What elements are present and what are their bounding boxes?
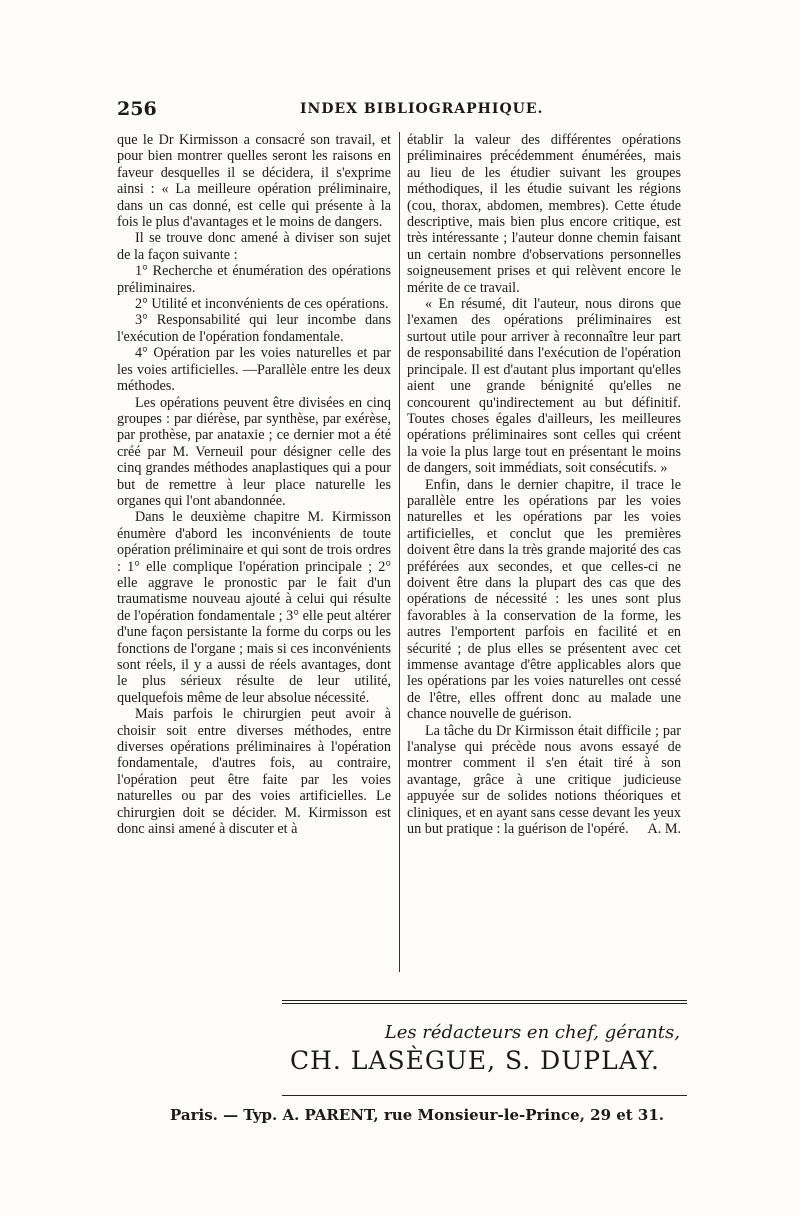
paragraph: Les opérations peuvent être divisées en cinq groupes : par diérèse, par synthèse, par exérèse, par prothèse, par anataxie ; ce dernier mot a été créé par M. Verneuil pour désigner celle des cinq grandes méthodes anaplastiques qui a pour but de remettre à leur place naturelle les organes qui l'ont abandonnée. bbox=[117, 394, 391, 509]
page-header bbox=[117, 98, 687, 122]
signature: A. M. bbox=[647, 821, 681, 838]
editors-label: Les rédacteurs en chef, gérants, bbox=[384, 1022, 680, 1043]
imprint-line: Paris. — Typ. A. PARENT, rue Monsieur-le-Prince, 29 et 31. bbox=[170, 1106, 665, 1124]
paragraph: Dans le deuxième chapitre M. Kirmisson énumère d'abord les inconvénients de toute opération préliminaire et qui sont de trois ordres : 1° elle complique l'opération principale ; 2° elle aggrave le pronostic par le fait d'un traumatisme nouveau ajouté à celui qui résulte de l'opération fondamentale ; 3° elle peut altérer d'une façon persistante la forme du corps ou les fonctions de l'organe ; mais si ces inconvénients sont réels, il y a aussi de réels avantages, dont le plus sérieux résulte de leur utilité, quelquefois même de leur absolue nécessité. bbox=[117, 509, 391, 706]
paragraph: établir la valeur des différentes opérations préliminaires précédemment énumérées, mais au lieu de les étudier suivant les groupes méthodiques, il les étudie suivant les régions (cou, thorax, abdomen, membres). Cette étude descriptive, mais bien plus encore critique, est très intéressante ; l'auteur donne chemin faisant un certain nombre d'observations personnelles soigneusement prises et qui relèvent encore le mérite de ce travail. bbox=[407, 132, 681, 296]
column-divider bbox=[399, 132, 400, 972]
divider-rule bbox=[282, 1003, 687, 1004]
paragraph: que le Dr Kirmisson a consacré son travail, et pour bien montrer quelles seront les raisons en faveur desquelles il se décidera, il s'exprime ainsi : « La meilleure opération préliminaire, dans un cas donné, est celle qui présente à la fois le plus d'avantages et le moins de dangers. bbox=[117, 132, 391, 231]
list-item: 2° Utilité et inconvénients de ces opérations. bbox=[135, 296, 389, 313]
list-item: 3° Responsabilité qui leur incombe dans l'exécution de l'opération fondamentale. bbox=[117, 312, 391, 345]
paragraph: Il se trouve donc amené à diviser son sujet de la façon suivante : bbox=[117, 230, 391, 263]
editors-names: CH. LASÈGUE, S. DUPLAY. bbox=[290, 1046, 660, 1075]
left-column bbox=[117, 132, 391, 837]
divider-rule bbox=[282, 1095, 687, 1096]
paragraph-with-signature bbox=[407, 723, 681, 838]
list-item: 4° Opération par les voies naturelles et par les voies artificielles. —Parallèle entre les deux méthodes. bbox=[117, 345, 391, 395]
page-number: 256 bbox=[117, 98, 157, 120]
list-item: 1° Recherche et énumération des opérations préliminaires. bbox=[117, 263, 391, 296]
running-head: INDEX BIBLIOGRAPHIQUE. bbox=[300, 101, 544, 117]
paragraph: La tâche du Dr Kirmisson était difficile ; par l'analyse qui précède nous avons essayé de montrer comment il s'en était tiré à son avantage, grâce à une critique judicieuse appuyée sur de solides notions théoriques et cliniques, et en ayant sans cesse devant les yeux un but pratique : la guérison de l'opéré. bbox=[407, 722, 681, 838]
paragraph: Mais parfois le chirurgien peut avoir à choisir soit entre diverses méthodes, entre diverses opérations préliminaires à l'opération fondamentale, d'autres fois, au contraire, l'opération peut être faite par les voies naturelles ou par des voies artificielles. Le chirurgien doit se décider. M. Kirmisson est donc ainsi amené à discuter et à bbox=[117, 706, 391, 838]
paragraph: « En résumé, dit l'auteur, nous dirons que l'examen des opérations préliminaires est surtout utile pour arriver à reconnaître leur part de responsabilité dans l'exécution de l'opération principale. Il est d'autant plus important qu'elles aient une grande bénignité qu'elles ne concourent qu'indirectement au but définitif. Toutes choses égales d'ailleurs, les meilleures opérations préliminaires sont celles qui créent la voie la plus large tout en présentant le moins de dangers, soit immédiats, soit consécutifs. » bbox=[407, 296, 681, 477]
divider-rule bbox=[282, 1000, 687, 1001]
paragraph: Enfin, dans le dernier chapitre, il trace le parallèle entre les opérations par les voies naturelles et les opérations par les voies artificielles, et conclut que les premières doivent être dans la très grande majorité des cas préférées aux secondes, et que celles-ci ne doivent être dans la plupart des cas que des opérations de nécessité : les unes sont plus favorables à la conservation de la forme, les autres l'emportent parfois en facilité et en sécurité ; de plus elles se présentent avec cet immense avantage d'être applicables alors que les opérations par les voies naturelles ont cessé de l'être, elles offrent donc au malade une chance nouvelle de guérison. bbox=[407, 476, 681, 723]
right-column bbox=[407, 132, 681, 837]
